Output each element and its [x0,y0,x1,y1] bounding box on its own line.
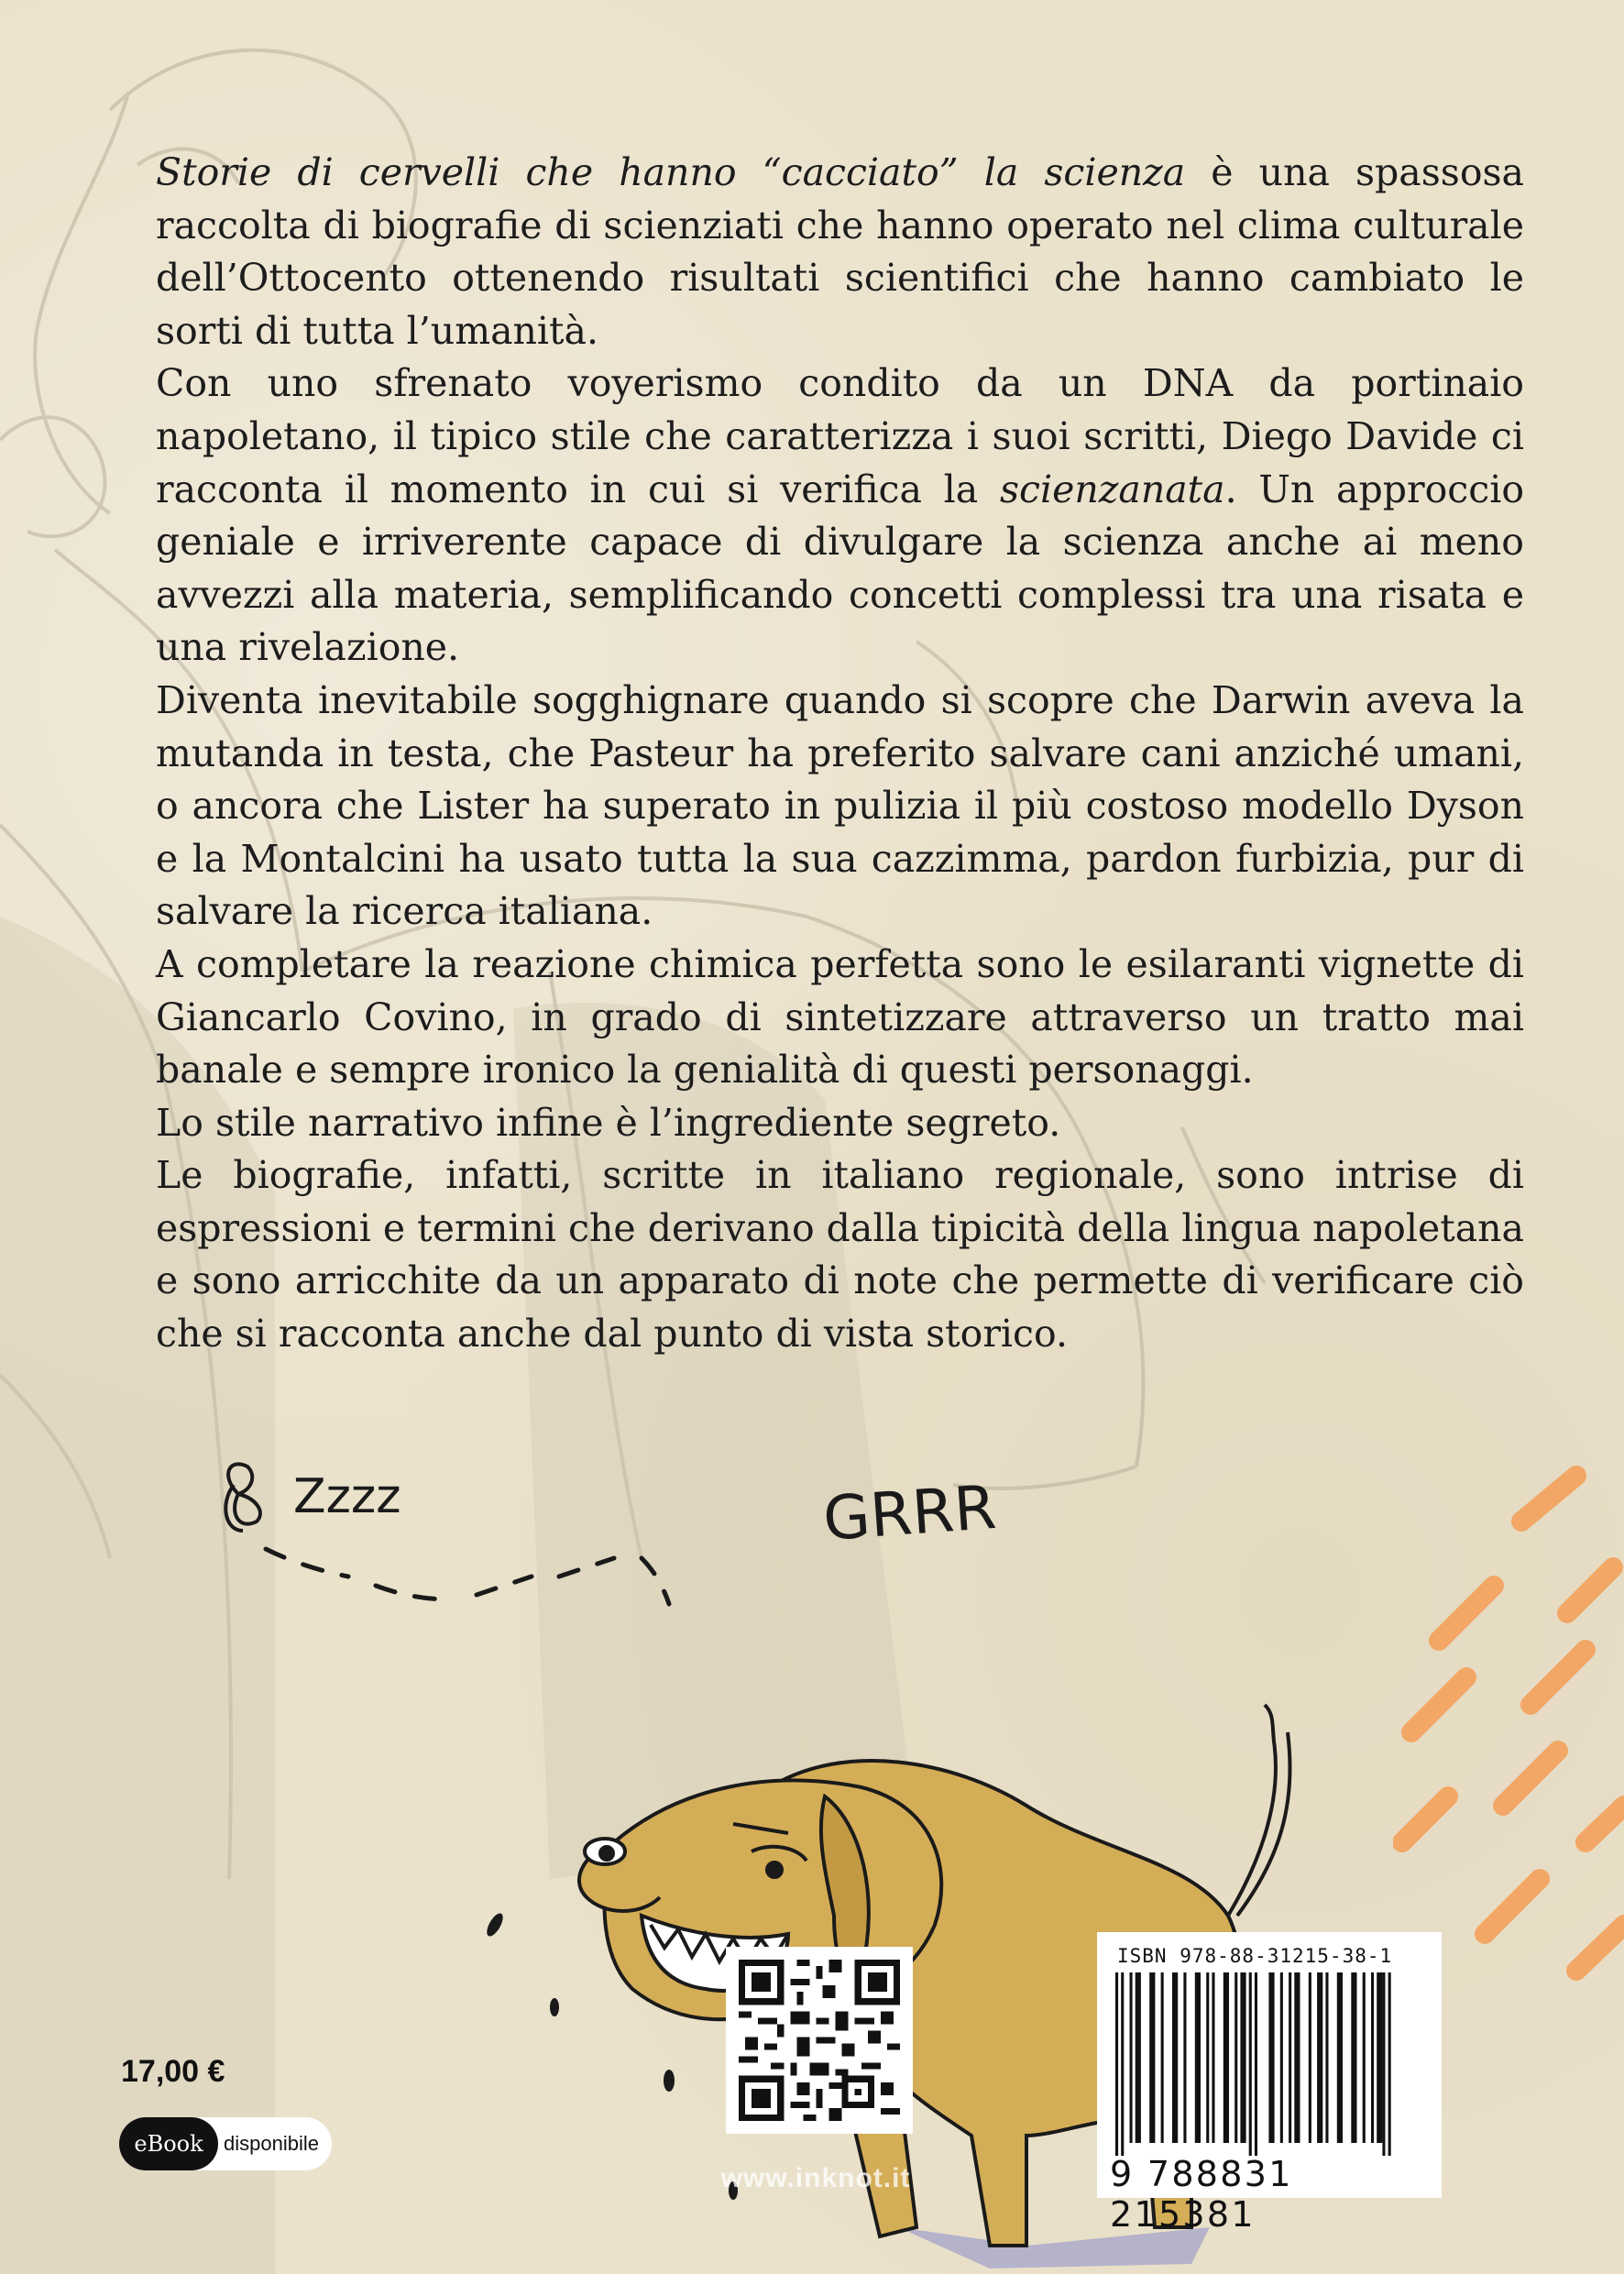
blurb-paragraph-4: A completare la reazione chimica perfetta sono le esilaranti vignette di Giancarlo Covino, in grado di sintetizzare attraverso un tratto mai banale e sempre ironico la genialità di questi personaggi. [156,941,1524,1093]
barcode-bar [1136,1972,1141,2143]
barcode-bar [1255,1972,1257,2156]
blurb-paragraph-5: Lo stile narrativo infine è l’ingrediente segreto. [156,1100,1061,1145]
barcode-bar [1309,1972,1311,2143]
dog-sound-text: GRRR [820,1471,999,1554]
barcode-bar [1317,1972,1322,2143]
barcode-bar [1212,1972,1214,2143]
barcode-bar [1363,1972,1366,2143]
blurb-text [156,147,1524,1361]
barcode-icon [1112,1972,1428,2156]
ebook-text: disponibile [224,2132,319,2155]
qr-code[interactable] [726,1947,913,2134]
blurb-paragraph-1: Storie di cervelli che hanno “cacciato” la scienza è una spassosa raccolta di biografie di scienziati che hanno operato nel clima culturale dell’Ottocento ottenendo risultati scientifici che hanno cambiato le sorti di tutta l’umanità. [156,150,1524,353]
blurb-paragraph-3: Diventa inevitabile sogghignare quando si scopre che Darwin aveva la mutanda in testa, che Pasteur ha preferito salvare cani anziché umani, o ancora che Lister ha superato in pulizia il più costoso modello Dyson e la Montalcini ha usato tutta la sua cazzimma, pardon furbizia, pur di salvare la ricerca italiana. [156,677,1524,934]
blurb-paragraph-2: Con uno sfrenato voyerismo condito da un DNA da portinaio napoletano, il tipico stile che caratterizza i suoi scritti, Diego Davide ci racconta il momento in cui si verifica la scienzanata. Un approccio geniale e irriverente capace di divulgare la scienza anche ai meno avvezzi alla materia, semplificando concetti complessi tra una risata e una rivelazione. [156,361,1525,670]
barcode-bar [1183,1972,1186,2143]
barcode-bar [1240,1972,1245,2143]
ebook-pill: eBook [119,2117,218,2170]
barcode-bar [1195,1972,1201,2143]
ebook-available-badge [119,2117,332,2170]
barcode-bar [1206,1972,1209,2143]
barcode-bar [1161,1972,1164,2143]
isbn-label: ISBN 978-88-31215-38-1 [1117,1945,1393,1967]
barcode-bar [1115,1972,1118,2156]
barcode-bar [1325,1972,1328,2143]
barcode-bar [1249,1972,1252,2156]
barcode-bar [1280,1972,1283,2143]
barcode-bar [1294,1972,1300,2143]
barcode-bar [1149,1972,1155,2143]
barcode-bar [1351,1972,1356,2143]
barcode-bar [1130,1972,1133,2143]
barcode-bar [1337,1972,1343,2143]
barcode-bar [1371,1972,1374,2143]
price: 17,00 € [121,2054,225,2089]
barcode-digits: 9 788831 215381 [1110,2154,1293,2235]
barcode-bar [1268,1972,1274,2143]
barcode-bar [1223,1972,1229,2143]
barcode-bar [1377,1972,1382,2143]
fly-sound-text: Zzzz [293,1469,401,1524]
isbn-barcode [1097,1932,1442,2235]
fly-icon [225,1464,260,1531]
barcode-bar [1388,1972,1391,2156]
barcode-bar [1234,1972,1237,2143]
book-title: Storie di cervelli che hanno “cacciato” la scienza [156,150,1186,194]
barcode-bar [1172,1972,1178,2143]
qr-code-icon [739,1960,900,2121]
barcode-bar [1289,1972,1291,2143]
barcode-bar [1382,1972,1385,2156]
blurb-paragraph-6: Le biografie, infatti, scritte in italiano regionale, sono intrise di espressioni e termini che derivano dalla tipicità della lingua napoletana e sono arricchite da un apparato di note che permette di verificare ciò che si racconta anche dal punto di vista storico. [156,1153,1524,1357]
publisher-website[interactable]: www.inknot.it [720,2163,911,2193]
barcode-bar [1121,1972,1124,2156]
